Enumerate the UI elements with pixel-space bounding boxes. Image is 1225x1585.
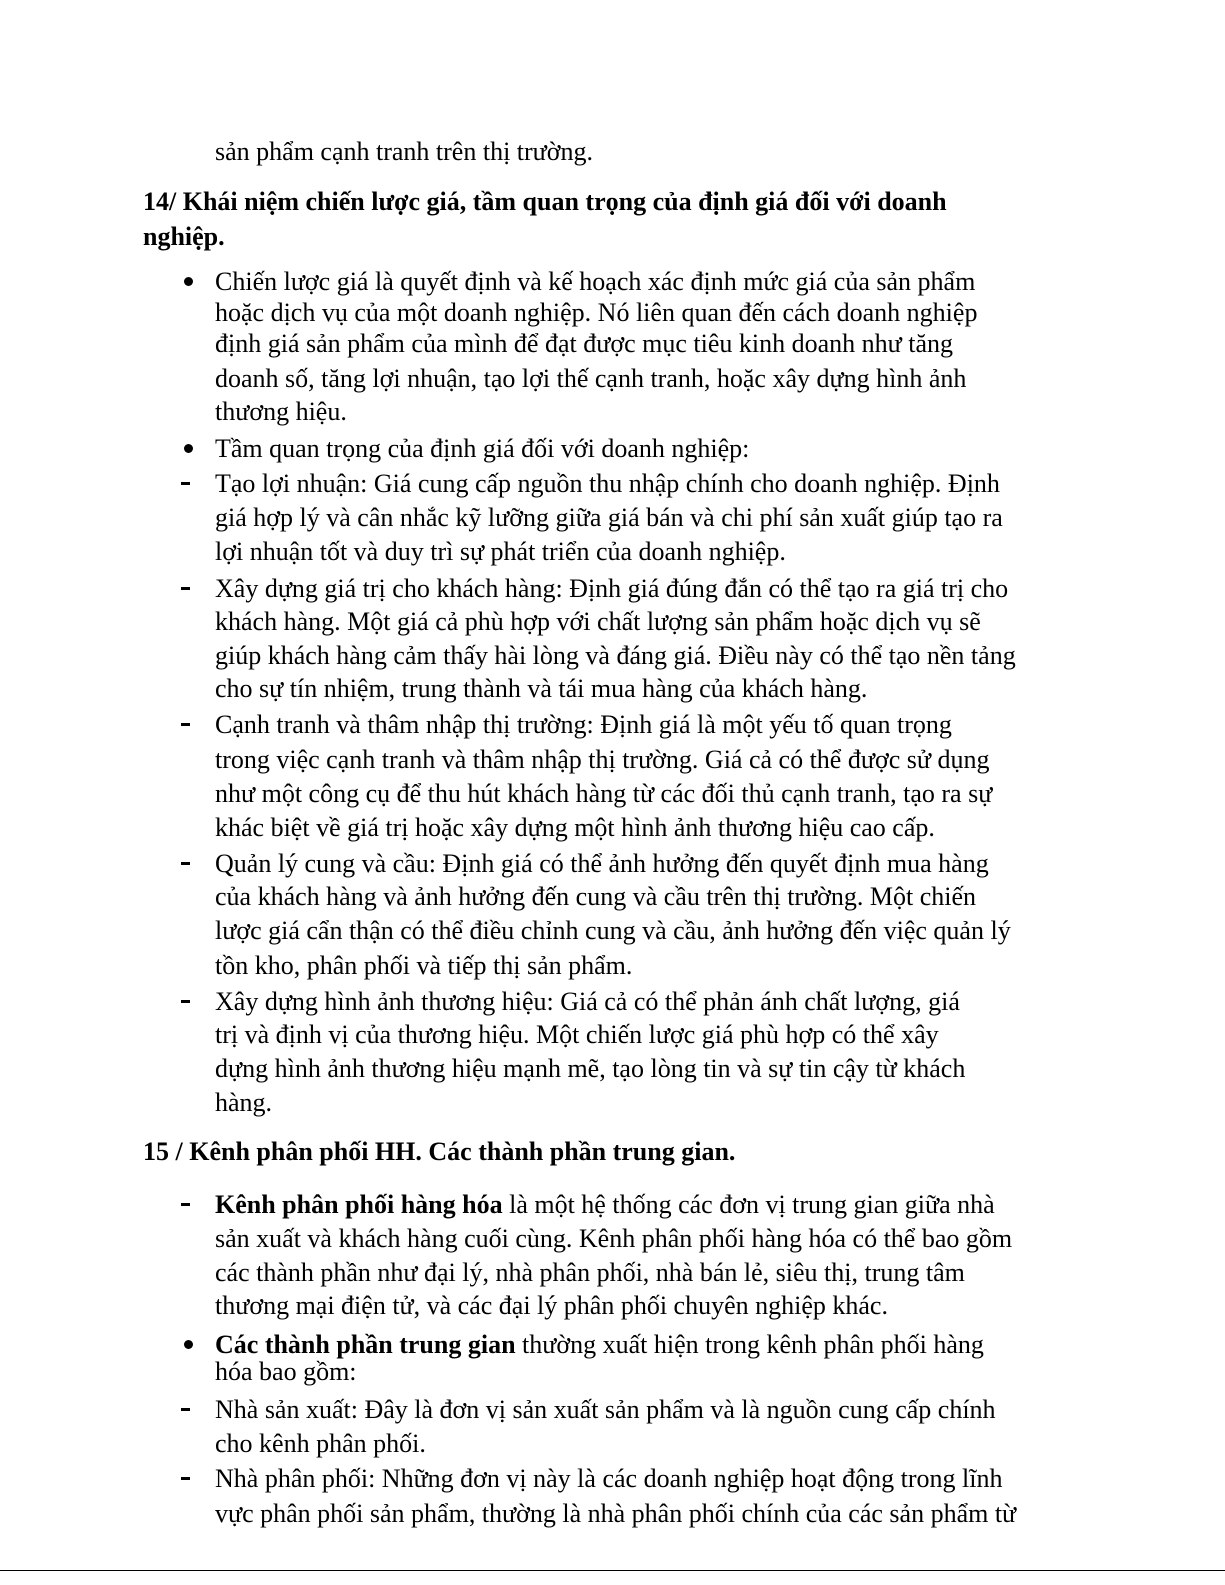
bullet-1-line: doanh số, tăng lợi nhuận, tạo lợi thế cạnh tranh, hoặc xây dựng hình ảnh <box>215 364 967 393</box>
dash-item-line: khác biệt về giá trị hoặc xây dựng một hình ảnh thương hiệu cao cấp. <box>215 813 935 842</box>
dash-item-line: tồn kho, phân phối và tiếp thị sản phẩm. <box>215 951 633 980</box>
dash-icon <box>181 723 190 726</box>
dash-item-line: như một công cụ để thu hút khách hàng từ các đối thủ cạnh tranh, tạo ra sự <box>215 779 993 808</box>
bullet-1-line: Chiến lược giá là quyết định và kế hoạch xác định mức giá của sản phẩm <box>215 267 976 296</box>
bullet-1-line: định giá sản phẩm của mình để đạt được mục tiêu kinh doanh như tăng <box>215 329 953 358</box>
dash-icon <box>181 1000 190 1003</box>
bullet-2-line: Tầm quan trọng của định giá đối với doanh nghiệp: <box>215 434 750 463</box>
dash-icon <box>181 482 190 485</box>
dash-icon <box>181 1203 190 1206</box>
dash-icon <box>181 1408 190 1411</box>
dash-item-line: lợi nhuận tốt và duy trì sự phát triển của doanh nghiệp. <box>215 537 786 566</box>
components-term: Các thành phần trung gian <box>215 1330 516 1359</box>
section-14-heading-line-2: nghiệp. <box>143 222 225 251</box>
dash-icon <box>181 587 190 590</box>
components-text: thường xuất hiện trong kênh phân phối hàng <box>515 1330 984 1359</box>
dash-item-line: Xây dựng giá trị cho khách hàng: Định giá đúng đắn có thể tạo ra giá trị cho <box>215 574 1009 603</box>
dash-item-line: Quản lý cung và cầu: Định giá có thể ảnh hưởng đến quyết định mua hàng <box>215 849 989 878</box>
dash-item-line: Tạo lợi nhuận: Giá cung cấp nguồn thu nhập chính cho doanh nghiệp. Định <box>215 469 1000 498</box>
intro-line: sản phẩm cạnh tranh trên thị trường. <box>215 137 594 166</box>
section-14-heading-line-1: 14/ Khái niệm chiến lược giá, tầm quan trọng của định giá đối với doanh <box>143 187 947 216</box>
component-item-line: Nhà phân phối: Những đơn vị này là các doanh nghiệp hoạt động trong lĩnh <box>215 1464 1003 1493</box>
component-item-line: cho kênh phân phối. <box>215 1429 426 1458</box>
definition-term: Kênh phân phối hàng hóa <box>215 1190 503 1219</box>
definition-line: sản xuất và khách hàng cuối cùng. Kênh phân phối hàng hóa có thể bao gồm <box>215 1224 1013 1253</box>
dash-item-line: giúp khách hàng cảm thấy hài lòng và đáng giá. Điều này có thể tạo nền tảng <box>215 641 1016 670</box>
dash-item-line: hàng. <box>215 1088 273 1117</box>
dash-item-line: Cạnh tranh và thâm nhập thị trường: Định giá là một yếu tố quan trọng <box>215 710 952 739</box>
dash-item-line: của khách hàng và ảnh hưởng đến cung và cầu trên thị trường. Một chiến <box>215 882 977 911</box>
dash-item-line: Xây dựng hình ảnh thương hiệu: Giá cả có thể phản ánh chất lượng, giá <box>215 987 960 1016</box>
component-item-line: vực phân phối sản phẩm, thường là nhà phân phối chính của các sản phẩm từ <box>215 1499 1017 1528</box>
section-15-heading: 15 / Kênh phân phối HH. Các thành phần trung gian. <box>143 1137 736 1166</box>
bullet-dot-icon <box>184 277 193 286</box>
dash-icon <box>181 1477 190 1480</box>
definition-line: các thành phần như đại lý, nhà phân phối, nhà bán lẻ, siêu thị, trung tâm <box>215 1258 965 1287</box>
components-line-2: hóa bao gồm: <box>215 1357 357 1386</box>
definition-text: là một hệ thống các đơn vị trung gian giữa nhà <box>502 1190 995 1219</box>
bullet-dot-icon <box>184 1340 193 1349</box>
component-item-line: Nhà sản xuất: Đây là đơn vị sản xuất sản phẩm và là nguồn cung cấp chính <box>215 1395 996 1424</box>
dash-item-line: trong việc cạnh tranh và thâm nhập thị trường. Giá cả có thể được sử dụng <box>215 745 990 774</box>
dash-item-line: trị và định vị của thương hiệu. Một chiến lược giá phù hợp có thể xây <box>215 1020 939 1049</box>
dash-icon <box>181 862 190 865</box>
dash-item-line: dựng hình ảnh thương hiệu mạnh mẽ, tạo lòng tin và sự tin cậy từ khách <box>215 1054 966 1083</box>
dash-item-line: khách hàng. Một giá cả phù hợp với chất lượng sản phẩm hoặc dịch vụ sẽ <box>215 607 981 636</box>
dash-item-line: giá hợp lý và cân nhắc kỹ lưỡng giữa giá bán và chi phí sản xuất giúp tạo ra <box>215 503 1003 532</box>
bullet-dot-icon <box>184 444 193 453</box>
definition-line-1 <box>215 1190 995 1220</box>
components-line-1 <box>215 1330 984 1360</box>
bullet-1-line: thương hiệu. <box>215 397 347 426</box>
page-bottom-rule <box>0 1570 1225 1571</box>
dash-item-line: lược giá cẩn thận có thể điều chỉnh cung và cầu, ảnh hưởng đến việc quản lý <box>215 916 1011 945</box>
definition-line: thương mại điện tử, và các đại lý phân phối chuyên nghiệp khác. <box>215 1291 888 1320</box>
bullet-1-line: hoặc dịch vụ của một doanh nghiệp. Nó liên quan đến cách doanh nghiệp <box>215 298 978 327</box>
dash-item-line: cho sự tín nhiệm, trung thành và tái mua hàng của khách hàng. <box>215 674 868 703</box>
